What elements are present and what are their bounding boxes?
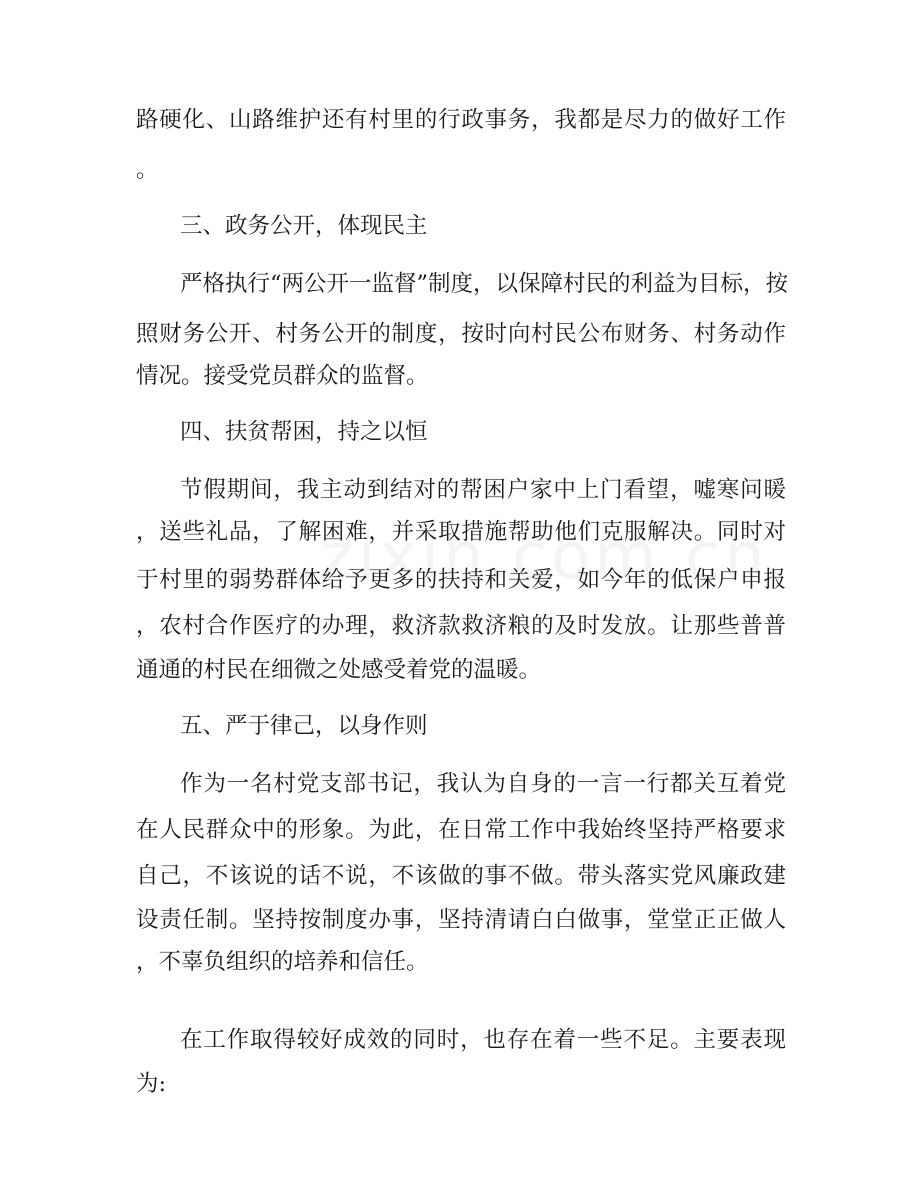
paragraph-line: ，送些礼品，了解困难，并采取措施帮助他们克服解决。同时对 [136,519,786,545]
section-heading: 四、扶贫帮困，持之以恒 [180,419,428,445]
paragraph-line: 路硬化、山路维护还有村里的行政事务，我都是尽力的做好工作 [136,107,786,133]
paragraph-line: 设责任制。坚持按制度办事，坚持清请白白做事，堂堂正正做人 [136,907,786,933]
paragraph-line: 严格执行“两公开一监督”制度，以保障村民的利益为目标，按 [180,271,789,297]
section-heading: 五、严于律己，以身作则 [180,713,428,739]
section-heading: 三、政务公开，体现民主 [180,213,428,239]
paragraph-line: 通通的村民在细微之处感受着党的温暖。 [136,657,542,683]
paragraph-line: 作为一名村党支部书记，我认为自身的一言一行都关互着党 [180,771,786,797]
paragraph-line: 节假期间，我主动到结对的帮困户家中上门看望，嘘寒问暖 [180,477,786,503]
paragraph-line: 照财务公开、村务公开的制度，按时向村民公布财务、村务动作 [136,321,786,347]
paragraph-line: 情况。接受党员群众的监督。 [136,363,429,389]
paragraph-line: 在人民群众中的形象。为此，在日常工作中我始终坚持严格要求 [136,817,786,843]
paragraph-line: ，农村合作医疗的办理，救济款救济粮的及时发放。让那些普普 [136,613,786,639]
paragraph-line: 。 [136,157,159,183]
paragraph-line: 在工作取得较好成效的同时，也存在着一些不足。主要表现 [180,1027,786,1053]
paragraph-line: 自己，不该说的话不说，不该做的事不做。带头落实党风廉政建 [136,863,786,889]
paragraph-line: 于村里的弱势群体给予更多的扶持和关爱，如今年的低保户申报 [136,567,786,593]
paragraph-line: ，不辜负组织的培养和信任。 [136,949,429,975]
paragraph-line: 为: [136,1071,167,1097]
